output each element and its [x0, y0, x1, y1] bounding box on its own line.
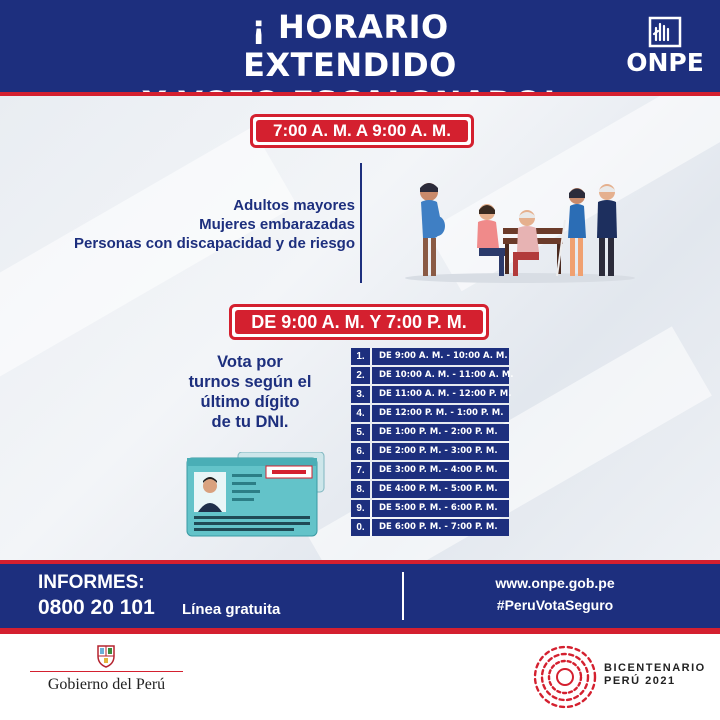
time-slot-row — [351, 500, 509, 517]
slot-range: DE 3:00 P. M. - 4:00 P. M. — [372, 462, 509, 479]
dni-card-illustration — [186, 452, 326, 538]
bottom-logos — [0, 636, 720, 720]
peru-coat-of-arms-icon — [94, 642, 118, 668]
slot-digit: 7. — [351, 462, 370, 479]
website-link[interactable]: www.onpe.gob.pe — [495, 575, 615, 591]
group-item: Mujeres embarazadas — [199, 216, 355, 233]
time-slot-row — [351, 367, 514, 384]
slot-digit: 2. — [351, 367, 370, 384]
instruction-line: de tu DNI. — [211, 413, 289, 431]
ballot-hand-icon — [620, 14, 710, 50]
bicentenario-line: PERÚ 2021 — [604, 675, 676, 687]
slot-range: DE 4:00 P. M. - 5:00 P. M. — [372, 481, 509, 498]
phone-number: 0800 20 101 — [38, 596, 155, 619]
slot-digit: 4. — [351, 405, 370, 422]
time-slot-row — [351, 519, 509, 536]
divider-line — [360, 163, 362, 283]
slot-range: DE 5:00 P. M. - 6:00 P. M. — [372, 500, 509, 517]
time-slot-row — [351, 424, 509, 441]
afternoon-time-label: DE 9:00 A. M. Y 7:00 P. M. — [235, 310, 483, 334]
slot-range: DE 2:00 P. M. - 3:00 P. M. — [372, 443, 509, 460]
bicentenario-line: BICENTENARIO — [604, 662, 706, 674]
voting-instruction — [170, 352, 330, 432]
morning-time-label: 7:00 A. M. A 9:00 A. M. — [256, 120, 468, 142]
instruction-line: último dígito — [200, 393, 300, 411]
slot-digit: 3. — [351, 386, 370, 403]
time-slot-row — [351, 386, 512, 403]
slot-digit: 0. — [351, 519, 370, 536]
priority-people-illustration — [395, 160, 645, 285]
footer-divider — [402, 572, 404, 620]
bicentenario-logo-icon — [530, 642, 600, 712]
time-slot-row — [351, 443, 509, 460]
slot-range: DE 12:00 P. M. - 1:00 P. M. — [372, 405, 509, 422]
group-item: Personas con discapacidad y de riesgo — [74, 235, 355, 252]
hashtag: #PeruVotaSeguro — [496, 597, 614, 613]
time-slot-row — [351, 348, 509, 365]
slot-range: DE 11:00 A. M. - 12:00 P. M. — [372, 386, 509, 403]
time-slot-row — [351, 462, 509, 479]
time-slot-row — [351, 405, 509, 422]
header-banner — [0, 0, 720, 92]
bottom-red-stripe — [0, 628, 720, 634]
priority-groups — [40, 196, 355, 253]
slot-digit: 5. — [351, 424, 370, 441]
bicentenario-label — [604, 662, 706, 688]
free-line-label: Línea gratuita — [182, 601, 281, 618]
slot-range: DE 10:00 A. M. - 11:00 A. M. — [372, 367, 509, 384]
onpe-logo — [620, 14, 710, 80]
afternoon-time-pill — [229, 304, 489, 340]
informes-label: INFORMES: — [38, 572, 145, 593]
slot-digit: 1. — [351, 348, 370, 365]
slot-digit: 6. — [351, 443, 370, 460]
morning-time-pill — [250, 114, 474, 148]
slot-digit: 9. — [351, 500, 370, 517]
slot-range: DE 9:00 A. M. - 10:00 A. M. — [372, 348, 509, 365]
gobierno-divider — [30, 671, 183, 672]
title-line-1: ¡ HORARIO EXTENDIDO — [243, 8, 457, 84]
onpe-logo-text: ONPE — [626, 48, 704, 77]
slot-digit: 8. — [351, 481, 370, 498]
slot-range: DE 6:00 P. M. - 7:00 P. M. — [372, 519, 509, 536]
group-item: Adultos mayores — [233, 197, 355, 214]
info-footer — [0, 564, 720, 628]
slot-range: DE 1:00 P. M. - 2:00 P. M. — [372, 424, 509, 441]
instruction-line: turnos según el — [188, 373, 312, 391]
gobierno-peru-label: Gobierno del Perú — [47, 676, 166, 693]
instruction-line: Vota por — [217, 353, 283, 371]
time-slot-row — [351, 481, 509, 498]
